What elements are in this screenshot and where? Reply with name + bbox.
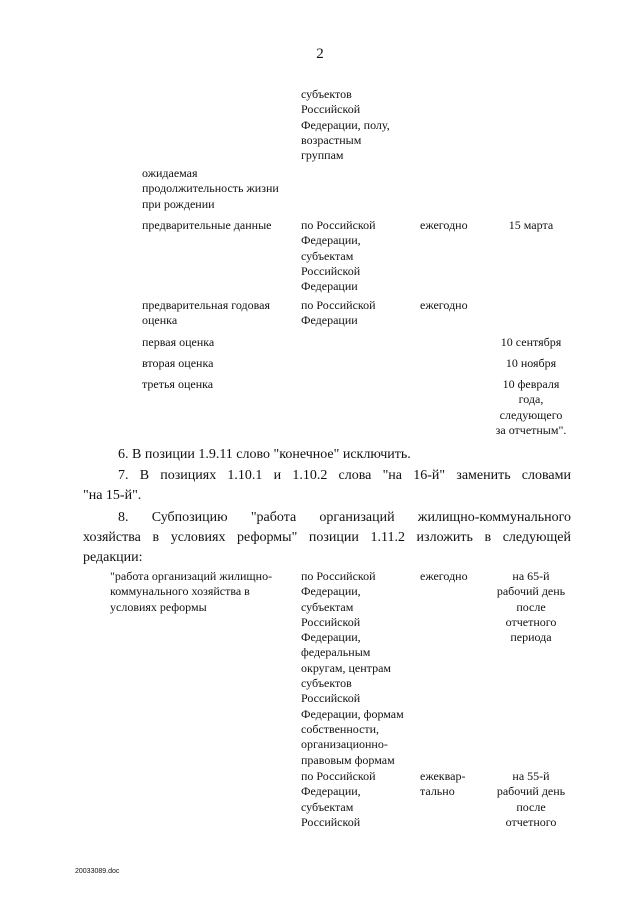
paragraph-6: 6. В позиции 1.9.11 слово "конечное" исключить. xyxy=(118,447,411,462)
paragraph-8-line1: 8. Субпозицию "работа организаций жилищно-коммунального xyxy=(118,510,571,525)
table1-row3-coverage: по Российской Федерации xyxy=(301,298,376,328)
table2-row1-frequency: ежеквар- тально xyxy=(420,769,466,799)
table1-row3-indicator: предварительная годовая оценка xyxy=(142,298,270,328)
table2-row0-indicator: "работа организаций жилищно- коммунального хозяйства в условиях реформы xyxy=(110,569,273,614)
page-number: 2 xyxy=(316,46,324,62)
paragraph-8-line2: хозяйства в условиях реформы" позиции 1.11.2 изложить в следующей xyxy=(83,530,571,545)
paragraph-7-line1: 7. В позициях 1.10.1 и 1.10.2 слова "на 16-й" заменить словами xyxy=(118,468,571,483)
table1-row5-indicator: вторая оценка xyxy=(142,356,214,370)
table1-row3-frequency: ежегодно xyxy=(420,298,468,312)
table1-row2-frequency: ежегодно xyxy=(420,218,468,232)
table2-row0-coverage: по Российской Федерации, субъектам Российской Федерации, федеральным округам, центрам субъектов Российской Федерации, формам собственности, организационно- правовым формам xyxy=(301,569,404,767)
table2-row0-frequency: ежегодно xyxy=(420,569,468,583)
table1-row4-deadline: 10 сентября xyxy=(500,335,562,349)
table1-row6-indicator: третья оценка xyxy=(142,377,214,391)
table1-row6-deadline: 10 февраля года, следующего за отчетным". xyxy=(495,377,567,437)
table1-row5-deadline: 10 ноября xyxy=(505,356,557,370)
table1-row2-coverage: по Российской Федерации, субъектам Российской Федерации xyxy=(301,218,376,294)
table2-row1-coverage: по Российской Федерации, субъектам Российской xyxy=(301,769,376,829)
table1-row2-indicator: предварительные данные xyxy=(142,218,272,232)
table1-row2-deadline: 15 марта xyxy=(508,218,554,232)
table1-row1-indicator: ожидаемая продолжительность жизни при рождении xyxy=(142,166,279,211)
paragraph-7-line2: "на 15-й". xyxy=(83,488,142,503)
table2-row0-deadline: на 65-й рабочий день после отчетного периода xyxy=(496,569,566,645)
table1-row4-indicator: первая оценка xyxy=(142,335,215,349)
table2-row1-deadline: на 55-й рабочий день после отчетного xyxy=(496,769,566,829)
paragraph-8-line3: редакции: xyxy=(83,550,143,565)
footer-filename: 20033089.doc xyxy=(75,868,120,875)
table1-row0-coverage: субъектов Российской Федерации, полу, возрастным группам xyxy=(301,87,390,163)
